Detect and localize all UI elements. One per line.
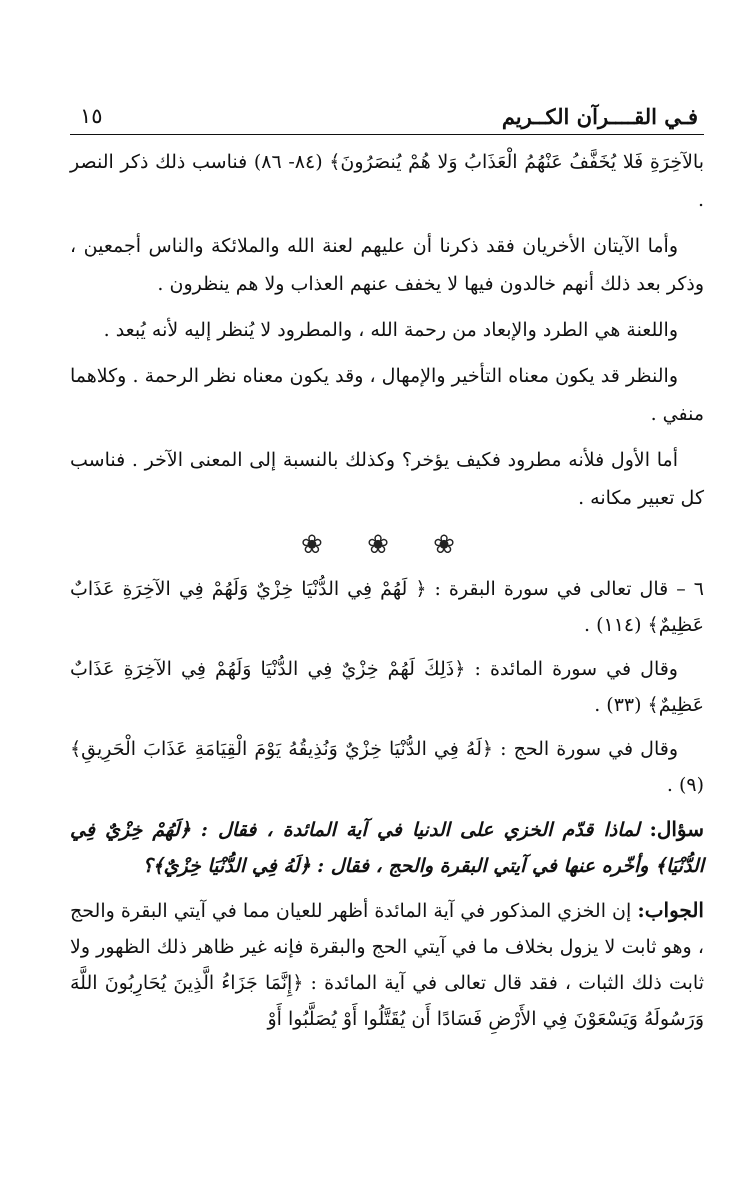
paragraph-8: وقال في سورة الحج : ﴿لَهُ فِي الدُّنْيَا خِزْيٌ وَنُذِيقُهُ يَوْمَ الْقِيَامَةِ عَذَابَ الْحَرِيقِ﴾ (٩) . (70, 738, 704, 796)
section-divider-ornaments: ❀ ❀ ❀ (301, 530, 473, 560)
answer-text: إن الخزي المذكور في آية المائدة أظهر للعيان مما في آيتي البقرة والحج ، وهو ثابت لا يزول بخلاف ما في آيتي الحج والبقرة فإنه غير ظاهر ذلك الظهور ولا ثابت ذلك الثبات ، فقد قال تعالى في آية المائدة : ﴿إِنَّمَا جَزَاءُ الَّذِينَ يُحَارِبُونَ اللَّهَ وَرَسُولَهُ وَيَسْعَوْنَ فِي الأَرْضِ فَسَادًا أَن يُقَتَّلُوا أَوْ يُصَلَّبُوا أَوْ (70, 900, 704, 1030)
question-label: سؤال: (649, 817, 705, 841)
paragraph-1: بالآخِرَةِ فَلا يُخَفَّفُ عَنْهُمُ الْعَذَابُ وَلا هُمْ يُنصَرُونَ﴾ (٨٤- ٨٦) فناسب ذلك ذكر النصر . (70, 151, 704, 211)
paragraph-2: وأما الآيتان الأخريان فقد ذكرنا أن عليهم لعنة الله والملائكة والناس أجمعين ، وذكر بعد ذلك أنهم خالدون فيها لا يخفف عنهم العذاب ولا هم ينظرون . (70, 235, 704, 295)
paragraph-3: واللعنة هي الطرد والإبعاد من رحمة الله ، والمطرود لا يُنظر إليه لأنه يُبعد . (103, 319, 678, 341)
question-text: لماذا قدّم الخزي على الدنيا في آية المائدة ، فقال : ﴿لَهُمْ خِزْيٌ فِي الدُّنْيَا﴾ وأخّره عنها في آيتي البقرة والحج ، فقال : ﴿لَهُ فِي الدُّنْيَا خِزْيٌ﴾؟ (70, 819, 704, 877)
paragraph-6: ٦ – قال تعالى في سورة البقرة : ﴿ لَهُمْ فِي الدُّنْيَا خِزْيٌ وَلَهُمْ فِي الآخِرَةِ عَذَابٌ عَظِيمٌ﴾ (١١٤) . (70, 578, 704, 636)
running-title: فـي القــــرآن الكــريم (501, 104, 698, 129)
page-header (70, 100, 704, 135)
page-body (70, 143, 704, 1037)
paragraph-4: والنظر قد يكون معناه التأخير والإمهال ، وقد يكون معناه نظر الرحمة . وكلاهما منفي . (70, 365, 704, 425)
answer-paragraph (70, 892, 704, 1037)
page-number: ١٥ (80, 104, 103, 128)
book-page (70, 100, 704, 1045)
answer-label: الجواب: (637, 898, 704, 922)
paragraph-7: وقال في سورة المائدة : ﴿ذَلِكَ لَهُمْ خِزْيٌ فِي الدُّنْيَا وَلَهُمْ فِي الآخِرَةِ عَذَابٌ عَظِيمٌ﴾ (٣٣) . (70, 658, 704, 716)
paragraph-5: أما الأول فلأنه مطرود فكيف يؤخر؟ وكذلك بالنسبة إلى المعنى الآخر . فناسب كل تعبير مكانه . (70, 449, 704, 509)
question-paragraph (70, 811, 704, 884)
